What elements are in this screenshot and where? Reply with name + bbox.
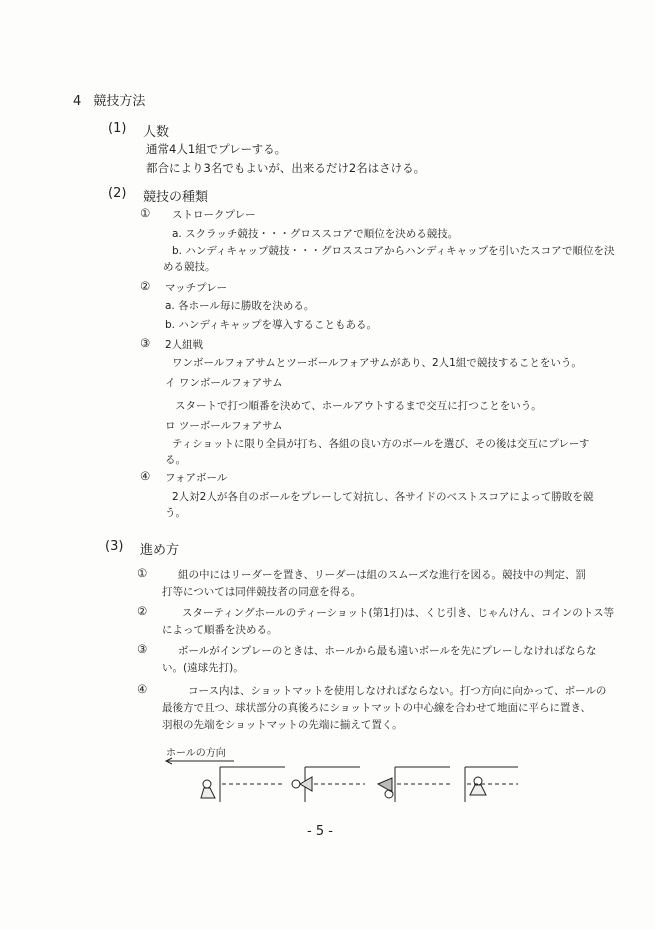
s3-i4-line-2: 最後方で且つ、球状部分の真後ろにショットマットの中心線を合わせて地面に平らに置き、 (162, 702, 592, 714)
section-number: 4 (73, 94, 82, 109)
s3-i4-line-1: コース内は、ショットマットを使用しなければならない。打つ方向に向かって、ボールの (188, 685, 607, 697)
s3-i1-mark: ① (137, 566, 148, 580)
s3-i4-line-3: 羽根の先端をショットマットの先端に揃えて置く。 (162, 719, 403, 731)
s3-i3-line-1: ボールがインプレーのときは、ホールから最も遠いボールを先にプレーしなければならな (178, 645, 597, 657)
s1-line-1: 通常4人1組でプレーする。 (146, 142, 287, 156)
s2-i1-b-line-2: める競技。 (163, 261, 216, 273)
s3-i2-line-2: によって順番を決める。 (162, 624, 278, 636)
section-heading (73, 90, 145, 109)
s2-i2-b: b. ハンディキャップを導入することもある。 (165, 319, 377, 331)
s3-i2-line-1: スターティングホールのティーショット(第1打)は、くじ引き、じゃんけん、コインのトス等 (182, 607, 615, 619)
s1-line-2: 都合により3名でもよいが、出来るだけ2名はさける。 (146, 161, 426, 175)
s2-i1-a: a. スクラッチ競技・・・グロススコアで順位を決める競技。 (172, 228, 459, 240)
s2-i1-mark: ① (140, 206, 151, 220)
s3-i4-mark: ④ (137, 682, 148, 696)
s3-title: 進め方 (140, 543, 180, 558)
s2-i3-i-text: スタートで打つ順番を決めて、ホールアウトするまで交互に打つことをいう。 (175, 400, 542, 412)
s2-i1-title: ストロークプレー (172, 209, 256, 221)
s2-i4-line-1: 2人対2人が各自のボールをプレーして対抗し、各サイドのベストスコアによって勝敗を競 (172, 491, 594, 503)
s2-number: (2) (108, 186, 127, 201)
s2-i3-ro-title: ロ ツーボールフォアサム (165, 420, 283, 432)
s2-i3-title: 2人組戦 (165, 339, 204, 351)
s2-i3-mark: ③ (140, 336, 151, 350)
s3-number: (3) (105, 539, 124, 554)
direction-arrow-icon (166, 758, 234, 764)
s2-i2-a: a. 各ホール毎に勝敗を決める。 (165, 300, 315, 312)
s3-i2-mark: ② (137, 604, 148, 618)
s3-i3-line-2: い。(遠球先打)。 (162, 662, 244, 674)
s2-i4-mark: ④ (140, 469, 151, 483)
s3-i3-mark: ③ (137, 642, 148, 656)
page-number: - 5 - (307, 824, 333, 839)
section-title: 競技方法 (93, 94, 146, 109)
s2-i3-ro-line-1: ティショットに限り全員が打ち、各組の良い方のボールを選び、その後は交互にプレーす (172, 438, 590, 450)
direction-label: ホールの方向 (166, 748, 226, 759)
shot-mat-3 (378, 767, 450, 802)
s1-number: (1) (108, 121, 127, 136)
shot-mat-2 (292, 767, 365, 802)
s2-i2-mark: ② (140, 279, 151, 293)
shot-mat-1 (201, 767, 285, 802)
s2-i3-i-title: イ ワンボールフォアサム (165, 377, 283, 389)
s2-i4-title: フォアボール (165, 472, 228, 484)
s2-i3-ro-line-2: る。 (165, 454, 186, 466)
s2-i3-intro: ワンボールフォアサムとツーボールフォアサムがあり、2人1組で競技することをいう。 (172, 357, 582, 369)
s3-i1-line-1: 組の中にはリーダーを置き、リーダーは組のスムーズな進行を図る。競技中の判定、罰 (178, 569, 587, 581)
s2-i4-line-2: う。 (165, 507, 186, 519)
shot-mat-diagram (160, 744, 520, 814)
shot-mat-svg (160, 744, 520, 814)
shot-mat-4 (465, 767, 518, 802)
s2-i2-title: マッチプレー (165, 282, 228, 294)
s1-title: 人数 (143, 125, 170, 140)
s2-title: 競技の種類 (143, 190, 209, 205)
s3-i1-line-2: 打等については同伴競技者の同意を得る。 (162, 586, 362, 598)
s2-i1-b-line-1: b. ハンディキャップ競技・・・グロススコアからハンディキャップを引いたスコアで順位を決 (172, 245, 615, 257)
